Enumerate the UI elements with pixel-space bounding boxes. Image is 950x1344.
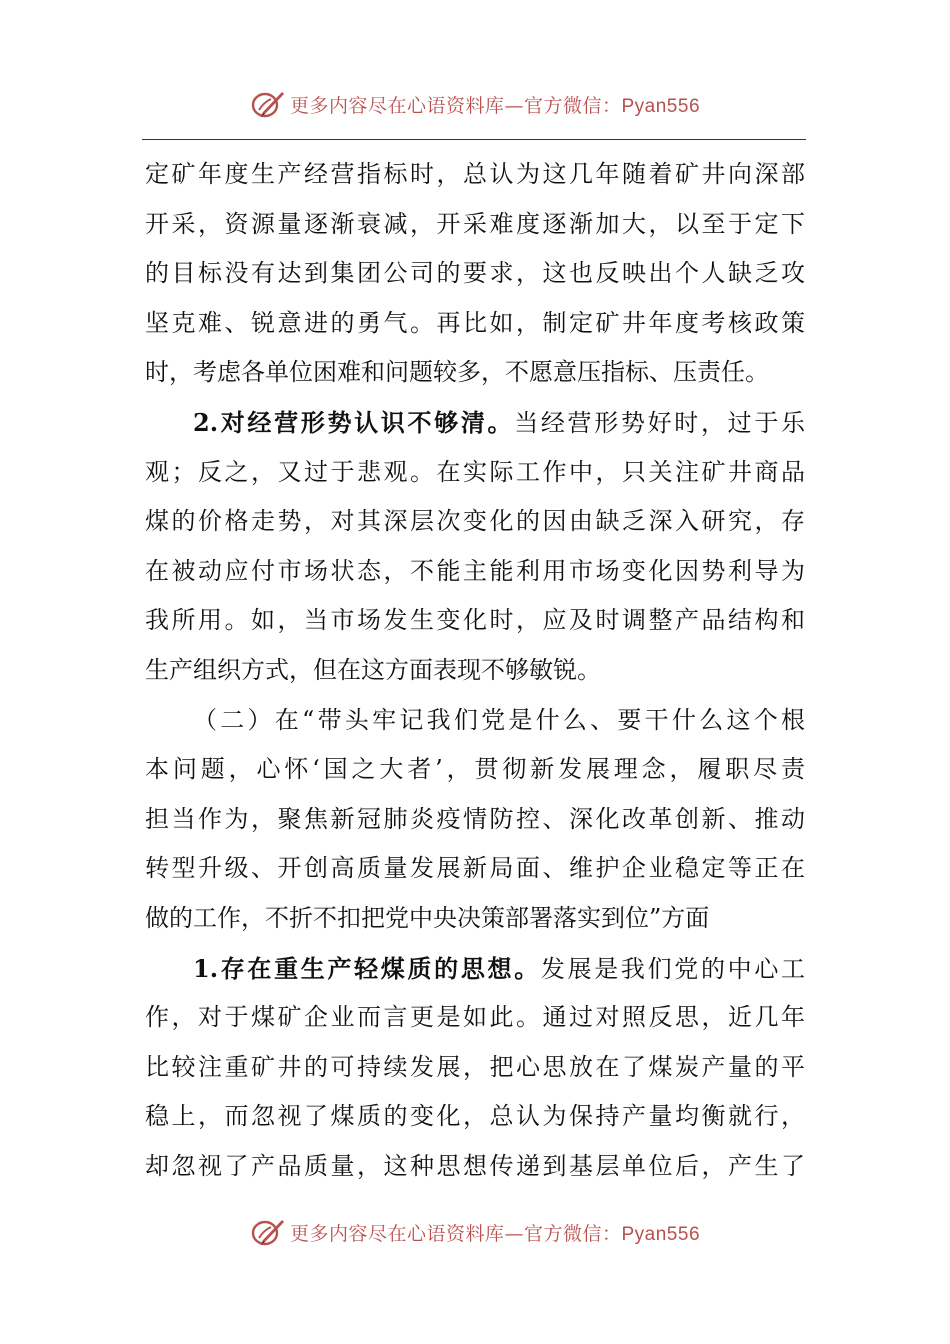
body-line: 生产组织方式，但在这方面表现不够敏锐。 [145,655,601,684]
header-watermark-text: 更多内容尽在心语资料库—官方微信：Pyan556 [289,94,701,117]
section-heading: 2.对经营形势认识不够清。 [193,407,515,437]
body-text: 发展是我们党的中心工 [540,954,806,983]
body-line: 我所用。如，当市场发生变化时，应及时调整产品结构和 [145,606,805,635]
body-line: 作，对于煤矿企业而言更是如此。通过对照反思，近几年 [145,1003,805,1032]
body-line: 时，考虑各单位困难和问题较多，不愿意压指标、压责任。 [145,358,769,387]
body-line: 的目标没有达到集团公司的要求，这也反映出个人缺乏攻 [145,259,805,288]
body-line: 比较注重矿井的可持续发展，把心思放在了煤炭产量的平 [145,1052,805,1081]
body-line: 开采，资源量逐渐衰减，开采难度逐渐加大，以至于定下 [145,209,805,238]
section-heading: 1.存在重生产轻煤质的思想。 [193,953,541,983]
body-line: 观；反之，又过于悲观。在实际工作中，只关注矿井商品 [145,457,805,486]
section-heading-line [145,398,805,448]
footer-watermark-text: 更多内容尽在心语资料库—官方微信：Pyan556 [289,1222,701,1245]
footer-watermark [0,1212,950,1252]
body-line: 在被动应付市场状态，不能主能利用市场变化因势利导为 [145,556,805,585]
header-watermark [0,84,950,124]
body-line: 本问题，心怀‘国之大者’，贯彻新发展理念，履职尽责 [145,755,805,784]
header-wechat-id: Pyan556 [621,95,701,117]
body-line: 做的工作，不折不扣把党中央决策部署落实到位”方面 [145,903,710,932]
body-line: 稳上，而忽视了煤质的变化，总认为保持产量均衡就行， [145,1102,805,1131]
document-body [145,150,805,1191]
footer-wechat-id: Pyan556 [621,1223,701,1245]
subsection-heading-line: （二）在“带头牢记我们党是什么、要干什么这个根 [193,705,805,734]
body-line: 担当作为，聚焦新冠肺炎疫情防控、深化改革创新、推动 [145,804,805,833]
body-line: 却忽视了产品质量，这种思想传递到基层单位后，产生了 [145,1151,805,1180]
body-line: 煤的价格走势，对其深层次变化的因由缺乏深入研究，存 [145,507,805,536]
body-line: 定矿年度生产经营指标时，总认为这几年随着矿井向深部 [145,160,805,188]
section-heading-line [145,944,805,994]
body-line: 转型升级、开创高质量发展新局面、维护企业稳定等正在 [145,854,805,883]
body-text: 当经营形势好时，过于乐 [514,408,805,437]
body-line: 坚克难、锐意进的勇气。再比如，制定矿井年度考核政策 [145,308,805,337]
pen-logo-icon [250,86,286,122]
header-rule [142,139,806,140]
pen-logo-icon [250,1214,286,1250]
